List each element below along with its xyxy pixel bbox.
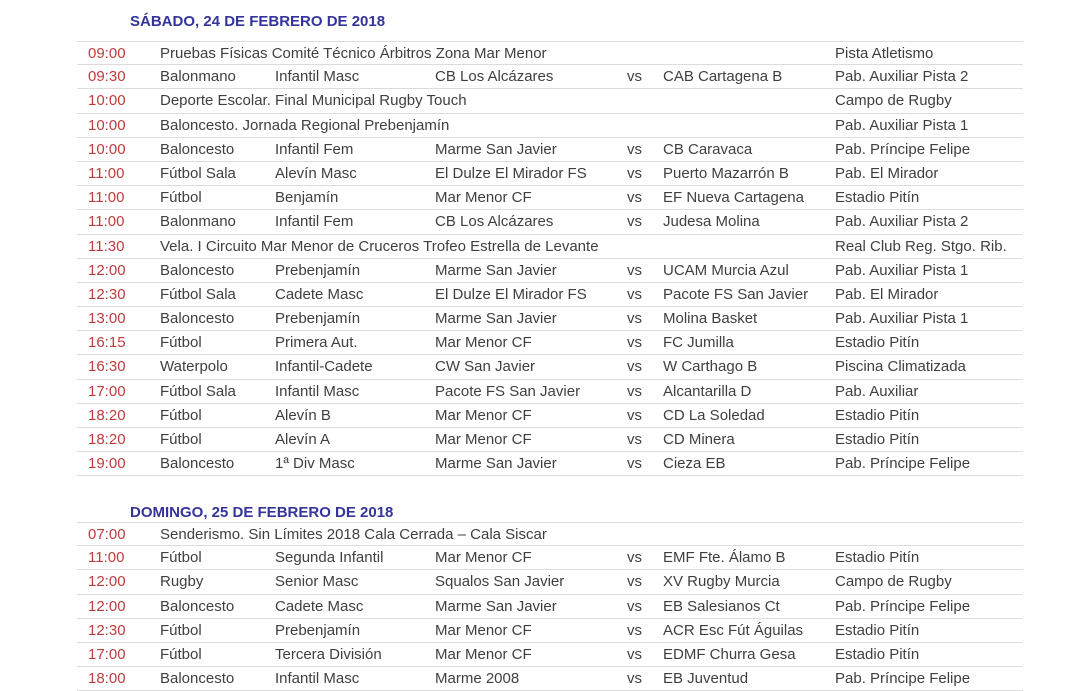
sport-cell: Fútbol Sala: [160, 382, 236, 400]
sport-cell: Baloncesto: [160, 455, 235, 473]
event-description-cell: Baloncesto. Jornada Regional Prebenjamín: [160, 116, 450, 134]
vs-label: vs: [627, 140, 642, 158]
schedule-row: [77, 235, 1023, 259]
home-team-cell: El Dulze El Mirador FS: [435, 285, 587, 303]
schedule-table: [77, 0, 1023, 688]
time-cell: 12:00: [88, 261, 126, 279]
sport-cell: Baloncesto: [160, 261, 235, 279]
sport-cell: Fútbol: [160, 621, 202, 639]
home-team-cell: Squalos San Javier: [435, 573, 565, 591]
schedule-row: [77, 667, 1023, 691]
schedule-row: [77, 380, 1023, 404]
event-description-cell: Senderismo. Sin Límites 2018 Cala Cerrada – Cala Siscar: [160, 526, 547, 543]
schedule-row: [77, 114, 1023, 138]
venue-cell: Pab. Auxiliar Pista 1: [835, 116, 969, 134]
vs-label: vs: [627, 597, 642, 615]
away-team-cell: Molina Basket: [663, 310, 758, 328]
category-cell: Infantil Fem: [275, 213, 354, 231]
venue-cell: Piscina Climatizada: [835, 358, 966, 376]
sport-cell: Baloncesto: [160, 597, 235, 615]
venue-cell: Pab. Príncipe Felipe: [835, 140, 971, 158]
sport-cell: Fútbol: [160, 334, 202, 352]
time-cell: 11:00: [88, 189, 125, 207]
category-cell: Infantil Fem: [275, 140, 354, 158]
schedule-row: [77, 404, 1023, 428]
sport-cell: Fútbol Sala: [160, 164, 236, 182]
home-team-cell: Pacote FS San Javier: [435, 382, 581, 400]
day-section-sunday: [77, 522, 1023, 691]
venue-cell: Pab. Auxiliar Pista 1: [835, 261, 969, 279]
venue-cell: Estadio Pitín: [835, 549, 920, 567]
category-cell: Infantil Masc: [275, 670, 360, 688]
schedule-row: [77, 355, 1023, 379]
venue-cell: Pab. Príncipe Felipe: [835, 455, 971, 473]
home-team-cell: Mar Menor CF: [435, 645, 532, 663]
vs-label: vs: [627, 164, 642, 182]
venue-cell: Pista Atletismo: [835, 45, 934, 62]
time-cell: 17:00: [88, 382, 126, 400]
vs-label: vs: [627, 189, 642, 207]
home-team-cell: Marme 2008: [435, 670, 520, 688]
schedule-row: [77, 546, 1023, 570]
vs-label: vs: [627, 261, 642, 279]
category-cell: Prebenjamín: [275, 261, 361, 279]
home-team-cell: Mar Menor CF: [435, 431, 532, 448]
home-team-cell: Mar Menor CF: [435, 334, 532, 352]
category-cell: Cadete Masc: [275, 285, 364, 303]
venue-cell: Estadio Pitín: [835, 334, 920, 352]
time-cell: 12:30: [88, 621, 126, 639]
venue-cell: Real Club Reg. Stgo. Rib.: [835, 237, 1007, 255]
home-team-cell: CB Los Alcázares: [435, 68, 554, 86]
vs-label: vs: [627, 213, 642, 231]
sport-cell: Balonmano: [160, 68, 236, 86]
home-team-cell: CW San Javier: [435, 358, 536, 376]
vs-label: vs: [627, 406, 642, 424]
sport-cell: Fútbol: [160, 431, 202, 448]
away-team-cell: EB Salesianos Ct: [663, 597, 780, 615]
home-team-cell: Marme San Javier: [435, 140, 557, 158]
away-team-cell: W Carthago B: [663, 358, 758, 376]
category-cell: Infantil Masc: [275, 382, 360, 400]
home-team-cell: Marme San Javier: [435, 310, 557, 328]
away-team-cell: CAB Cartagena B: [663, 68, 783, 86]
time-cell: 12:30: [88, 285, 126, 303]
schedule-row: [77, 259, 1023, 283]
venue-cell: Pab. El Mirador: [835, 285, 939, 303]
time-cell: 13:00: [88, 310, 126, 328]
schedule-row: [77, 186, 1023, 210]
time-cell: 16:15: [88, 334, 126, 352]
time-cell: 11:00: [88, 213, 125, 231]
home-team-cell: Marme San Javier: [435, 455, 557, 473]
schedule-row: [77, 643, 1023, 667]
sport-cell: Baloncesto: [160, 670, 235, 688]
schedule-row: [77, 283, 1023, 307]
away-team-cell: Pacote FS San Javier: [663, 285, 809, 303]
category-cell: Primera Aut.: [275, 334, 358, 352]
category-cell: Prebenjamín: [275, 621, 361, 639]
time-cell: 10:00: [88, 92, 126, 110]
time-cell: 18:20: [88, 431, 126, 448]
vs-label: vs: [627, 68, 642, 86]
schedule-row: [77, 570, 1023, 594]
venue-cell: Campo de Rugby: [835, 92, 952, 110]
time-cell: 18:20: [88, 406, 126, 424]
time-cell: 16:30: [88, 358, 126, 376]
home-team-cell: Mar Menor CF: [435, 549, 532, 567]
time-cell: 07:00: [88, 526, 126, 543]
venue-cell: Estadio Pitín: [835, 189, 920, 207]
sport-cell: Balonmano: [160, 213, 236, 231]
schedule-row: [77, 138, 1023, 162]
time-cell: 12:00: [88, 573, 126, 591]
away-team-cell: CD Minera: [663, 431, 735, 448]
time-cell: 11:00: [88, 164, 125, 182]
time-cell: 09:30: [88, 68, 126, 86]
venue-cell: Pab. Auxiliar Pista 2: [835, 68, 969, 86]
schedule-row: [77, 41, 1023, 65]
venue-cell: Estadio Pitín: [835, 406, 920, 424]
home-team-cell: El Dulze El Mirador FS: [435, 164, 587, 182]
venue-cell: Pab. Príncipe Felipe: [835, 597, 971, 615]
category-cell: 1ª Div Masc: [275, 455, 355, 473]
vs-label: vs: [627, 310, 642, 328]
vs-label: vs: [627, 621, 642, 639]
away-team-cell: CD La Soledad: [663, 406, 765, 424]
home-team-cell: Mar Menor CF: [435, 621, 532, 639]
venue-cell: Estadio Pitín: [835, 621, 920, 639]
venue-cell: Campo de Rugby: [835, 573, 952, 591]
vs-label: vs: [627, 285, 642, 303]
schedule-row: [77, 428, 1023, 452]
day-title-saturday: SÁBADO, 24 DE FEBRERO DE 2018: [130, 13, 386, 30]
sport-cell: Baloncesto: [160, 310, 235, 328]
schedule-row: [77, 65, 1023, 89]
sport-cell: Rugby: [160, 573, 204, 591]
schedule-row: [77, 331, 1023, 355]
category-cell: Alevín A: [275, 431, 331, 448]
time-cell: 11:00: [88, 549, 125, 567]
sport-cell: Fútbol Sala: [160, 285, 236, 303]
away-team-cell: XV Rugby Murcia: [663, 573, 780, 591]
schedule-row: [77, 162, 1023, 186]
vs-label: vs: [627, 645, 642, 663]
time-cell: 09:00: [88, 45, 126, 62]
venue-cell: Estadio Pitín: [835, 431, 920, 448]
category-cell: Cadete Masc: [275, 597, 364, 615]
vs-label: vs: [627, 382, 642, 400]
day-section-saturday: [77, 41, 1023, 476]
category-cell: Infantil-Cadete: [275, 358, 373, 376]
category-cell: Alevín B: [275, 406, 331, 424]
venue-cell: Estadio Pitín: [835, 645, 920, 663]
category-cell: Prebenjamín: [275, 310, 361, 328]
home-team-cell: Marme San Javier: [435, 261, 557, 279]
category-cell: Alevín Masc: [275, 164, 357, 182]
away-team-cell: Cieza EB: [663, 455, 726, 473]
away-team-cell: EDMF Churra Gesa: [663, 645, 796, 663]
venue-cell: Pab. Auxiliar: [835, 382, 919, 400]
day-title-sunday: DOMINGO, 25 DE FEBRERO DE 2018: [130, 504, 394, 521]
venue-cell: Pab. Auxiliar Pista 2: [835, 213, 969, 231]
time-cell: 18:00: [88, 670, 126, 688]
away-team-cell: EF Nueva Cartagena: [663, 189, 804, 207]
time-cell: 10:00: [88, 140, 126, 158]
sport-cell: Waterpolo: [160, 358, 228, 376]
schedule-row: [77, 307, 1023, 331]
venue-cell: Pab. Auxiliar Pista 1: [835, 310, 969, 328]
vs-label: vs: [627, 358, 642, 376]
category-cell: Infantil Masc: [275, 68, 360, 86]
category-cell: Segunda Infantil: [275, 549, 384, 567]
away-team-cell: Alcantarilla D: [663, 382, 752, 400]
event-description-cell: Deporte Escolar. Final Municipal Rugby Touch: [160, 92, 467, 110]
time-cell: 12:00: [88, 597, 126, 615]
home-team-cell: Mar Menor CF: [435, 406, 532, 424]
vs-label: vs: [627, 334, 642, 352]
schedule-row: [77, 210, 1023, 234]
event-description-cell: Pruebas Físicas Comité Técnico Árbitros Zona Mar Menor: [160, 45, 547, 62]
venue-cell: [835, 523, 1021, 546]
sport-cell: Baloncesto: [160, 140, 235, 158]
away-team-cell: CB Caravaca: [663, 140, 753, 158]
category-cell: Senior Masc: [275, 573, 359, 591]
away-team-cell: Judesa Molina: [663, 213, 760, 231]
category-cell: Benjamín: [275, 189, 339, 207]
time-cell: 11:30: [88, 237, 125, 255]
schedule-row: [77, 89, 1023, 113]
sport-cell: Fútbol: [160, 549, 202, 567]
home-team-cell: Mar Menor CF: [435, 189, 532, 207]
sport-cell: Fútbol: [160, 645, 202, 663]
time-cell: 10:00: [88, 116, 126, 134]
venue-cell: Pab. Príncipe Felipe: [835, 670, 971, 688]
vs-label: vs: [627, 549, 642, 567]
schedule-row: [77, 452, 1023, 476]
away-team-cell: EB Juventud: [663, 670, 749, 688]
home-team-cell: Marme San Javier: [435, 597, 557, 615]
schedule-row: [77, 522, 1023, 546]
vs-label: vs: [627, 670, 642, 688]
vs-label: vs: [627, 573, 642, 591]
venue-cell: Pab. El Mirador: [835, 164, 939, 182]
category-cell: Tercera División: [275, 645, 382, 663]
time-cell: 19:00: [88, 455, 126, 473]
event-description-cell: Vela. I Circuito Mar Menor de Cruceros Trofeo Estrella de Levante: [160, 237, 599, 255]
away-team-cell: UCAM Murcia Azul: [663, 261, 789, 279]
schedule-row: [77, 619, 1023, 643]
away-team-cell: FC Jumilla: [663, 334, 734, 352]
sport-cell: Fútbol: [160, 189, 202, 207]
vs-label: vs: [627, 455, 642, 473]
home-team-cell: CB Los Alcázares: [435, 213, 554, 231]
sport-cell: Fútbol: [160, 406, 202, 424]
vs-label: vs: [627, 431, 642, 448]
away-team-cell: ACR Esc Fút Águilas: [663, 621, 804, 639]
schedule-row: [77, 595, 1023, 619]
away-team-cell: Puerto Mazarrón B: [663, 164, 789, 182]
away-team-cell: EMF Fte. Álamo B: [663, 549, 786, 567]
time-cell: 17:00: [88, 645, 126, 663]
